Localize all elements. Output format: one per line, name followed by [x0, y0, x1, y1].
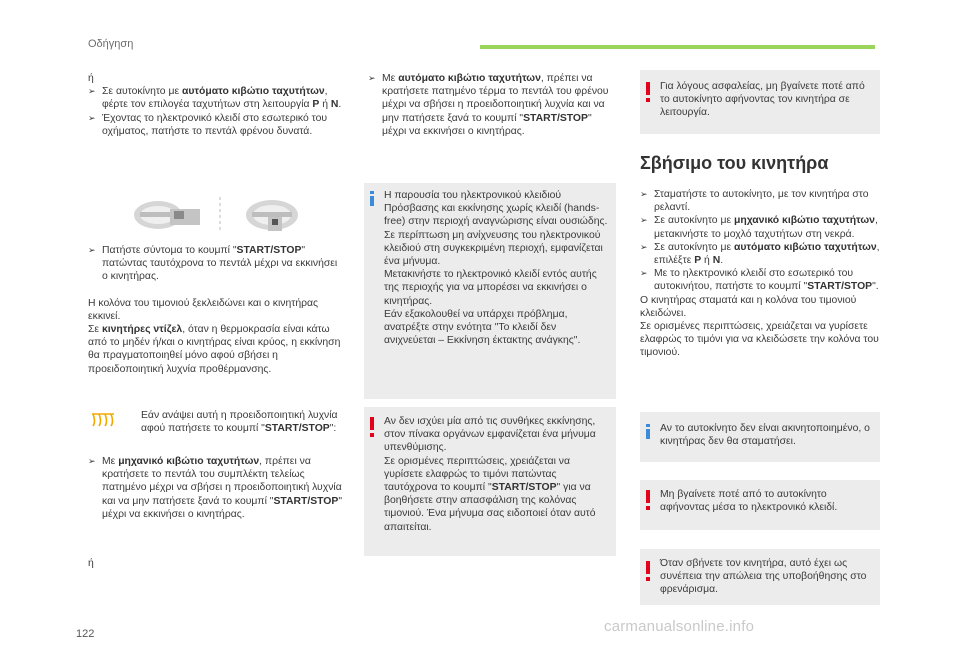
col1-bottom	[88, 455, 343, 521]
step-stop-car: ➢ Σταματήστε το αυτοκίνητο, με τον κινητήρα στο ρελαντί.	[640, 189, 869, 214]
steering-wheel-illustration	[130, 195, 320, 235]
info-box-key-detection	[364, 183, 616, 399]
info-icon	[370, 191, 374, 205]
warning-icon	[370, 417, 374, 430]
page-number: 122	[76, 628, 95, 640]
paragraph-unlock: Η κολόνα του τιμονιού ξεκλειδώνει και ο κινητήρας εκκινεί.	[88, 297, 319, 322]
heading-stop-engine: Σβήσιμο του κινητήρα	[640, 153, 829, 173]
step-auto-gearbox: ➢ Σε αυτοκίνητο με αυτόματο κιβώτιο ταχυτήτων, φέρτε τον επιλογέα ταχυτήτων στη λειτουργία P ή N.	[88, 86, 342, 111]
warning-icon	[646, 82, 650, 95]
steering-wheel-icon-right	[246, 200, 298, 231]
warning-box-start-conditions	[364, 407, 616, 556]
step-press-brake: ➢ Έχοντας το ηλεκτρονικό κλειδί στο εσωτερικό του οχήματος, πατήστε το πεντάλ φρένου δυνατά.	[88, 112, 328, 137]
warning-box-text: Αν δεν ισχύει μία από τις συνθήκες εκκίνησης, στον πίνακα οργάνων εμφανίζεται ένα μήνυμα υπενθύμισης. Σε ορισμένες περιπτώσεις, χρειάζεται να γυρίσετε ελαφρώς το τιμόνι πατώντας ταυτόχρονα το κουμπί "START/STOP" για να βοηθήσετε στην απασφάλιση της κολόνας τιμονιού. Ένα μήνυμα σας ειδοποιεί όταν αυτό απαιτείται.	[384, 416, 596, 533]
info-box-not-stationary	[640, 412, 880, 462]
warning-box-key-inside	[640, 480, 880, 530]
step-auto-select: ➢ Σε αυτοκίνητο με αυτόματο κιβώτιο ταχυτήτων, επιλέξτε P ή N.	[640, 241, 880, 267]
or-text-bottom: ή	[88, 558, 94, 569]
warning-box-brake-assist	[640, 549, 880, 605]
col3-steps	[640, 188, 880, 360]
section-title: Οδήγηση	[88, 38, 134, 50]
step-manual-neutral: ➢ Σε αυτοκίνητο με μηχανικό κιβώτιο ταχυτήτων, μετακινήστε το μοχλό ταχυτήτων στη νεκρά.	[640, 215, 878, 240]
preheating-lamp-icon	[91, 410, 115, 428]
warning-box-text: Για λόγους ασφαλείας, μη βγαίνετε ποτέ από το αυτοκίνητο αφήνοντας τον κινητήρα σε λειτουργία.	[660, 81, 865, 119]
step-manual-gearbox: ➢ Με μηχανικό κιβώτιο ταχυτήτων, πρέπει να κρατήσετε το πεντάλ του συμπλέκτη τελείως πατημένο μέχρι να σβήσει η προειδοποιητική λυχνία και να μην πατήσετε ξανά το κουμπί "START/STOP" μέχρι να εκκινήσει ο κινητήρας.	[88, 456, 343, 520]
warning-icon	[646, 561, 650, 574]
info-box-text: Η παρουσία του ηλεκτρονικού κλειδιού Πρόσβασης και εκκίνησης χωρίς κλειδί (hands-free) στην περιοχή αναγνώρισης είναι ουσιώδης. Σε περίπτωση μη ανίχνευσης του ηλεκτρονικού κλειδιού στη συγκεκριμένη περιοχή, εμφανίζεται ένα μήνυμα. Μετακινήστε το ηλεκτρονικό κλειδί εντός αυτής της περιοχής για να μπορέσει να εκκινήσει ο κινητήρας. Εάν εξακολουθεί να υπάρχει πρόβλημα, ανατρέξτε στην ενότητα "Το κλειδί δεν ανιχνεύεται – Εκκίνηση έκτακτης ανάγκης".	[384, 190, 608, 347]
step-press-start-stop: ➢ Πατήστε σύντομα το κουμπί "START/STOP" πατώντας ταυτόχρονα το πεντάλ μέχρι να εκκινήσει ο κινητήρας.	[88, 245, 338, 283]
warning-icon	[646, 490, 650, 503]
paragraph-turn-wheel: Σε ορισμένες περιπτώσεις, χρειάζεται να γυρίσετε ελαφρώς το τιμόνι για να κλειδώσετε την κολόνα του τιμονιού.	[640, 321, 879, 359]
info-box-text: Αν το αυτοκίνητο δεν είναι ακινητοποιημένο, ο κινητήρας δεν θα σταματήσει.	[660, 423, 870, 448]
step-auto-hold-brake: ➢ Με αυτόματο κιβώτιο ταχυτήτων, πρέπει να κρατήσετε πατημένο τέρμα το πεντάλ του φρένου μέχρι να σβήσει η προειδοποιητική λυχνία και να μην πατήσετε ξανά το κουμπί "START/STOP" μέχρι να εκκινήσει ο κινητήρας.	[368, 73, 609, 137]
paragraph-engine-stops: Ο κινητήρας σταματά και η κολόνα του τιμονιού κλειδώνει.	[640, 294, 857, 319]
warning-box-text: Όταν σβήνετε τον κινητήρα, αυτό έχει ως συνέπεια την απώλεια της υποβοήθησης στο φρενάρισμα.	[660, 558, 867, 596]
col1-middle	[88, 244, 343, 376]
watermark: carmanualsonline.info	[604, 618, 755, 635]
step-press-stop: ➢ Με το ηλεκτρονικό κλειδί στο εσωτερικό του αυτοκινήτου, πατήστε το κουμπί "START/STOP".	[640, 268, 879, 293]
info-icon	[646, 424, 650, 438]
preheating-note: Εάν ανάψει αυτή η προειδοποιητική λυχνία αφού πατήσετε το κουμπί "START/STOP":	[141, 410, 338, 435]
or-text: ή	[88, 73, 94, 84]
warning-box-leave-engine	[640, 70, 880, 134]
col1-top	[88, 72, 343, 138]
col2-top	[368, 72, 618, 138]
warning-box-text: Μη βγαίνετε ποτέ από το αυτοκίνητο αφήνοντας μέσα το ηλεκτρονικό κλειδί.	[660, 489, 838, 514]
steering-wheel-icon-left	[130, 197, 200, 231]
paragraph-diesel: Σε κινητήρες ντίζελ, όταν η θερμοκρασία είναι κάτω από το μηδέν ή/και ο κινητήρας είναι κρύος, η εκκίνηση θα πραγματοποιηθεί μόνο αφού σβήσει η προειδοποιητική λυχνία προθέρμανσης.	[88, 324, 341, 375]
header-accent-bar	[480, 45, 875, 49]
